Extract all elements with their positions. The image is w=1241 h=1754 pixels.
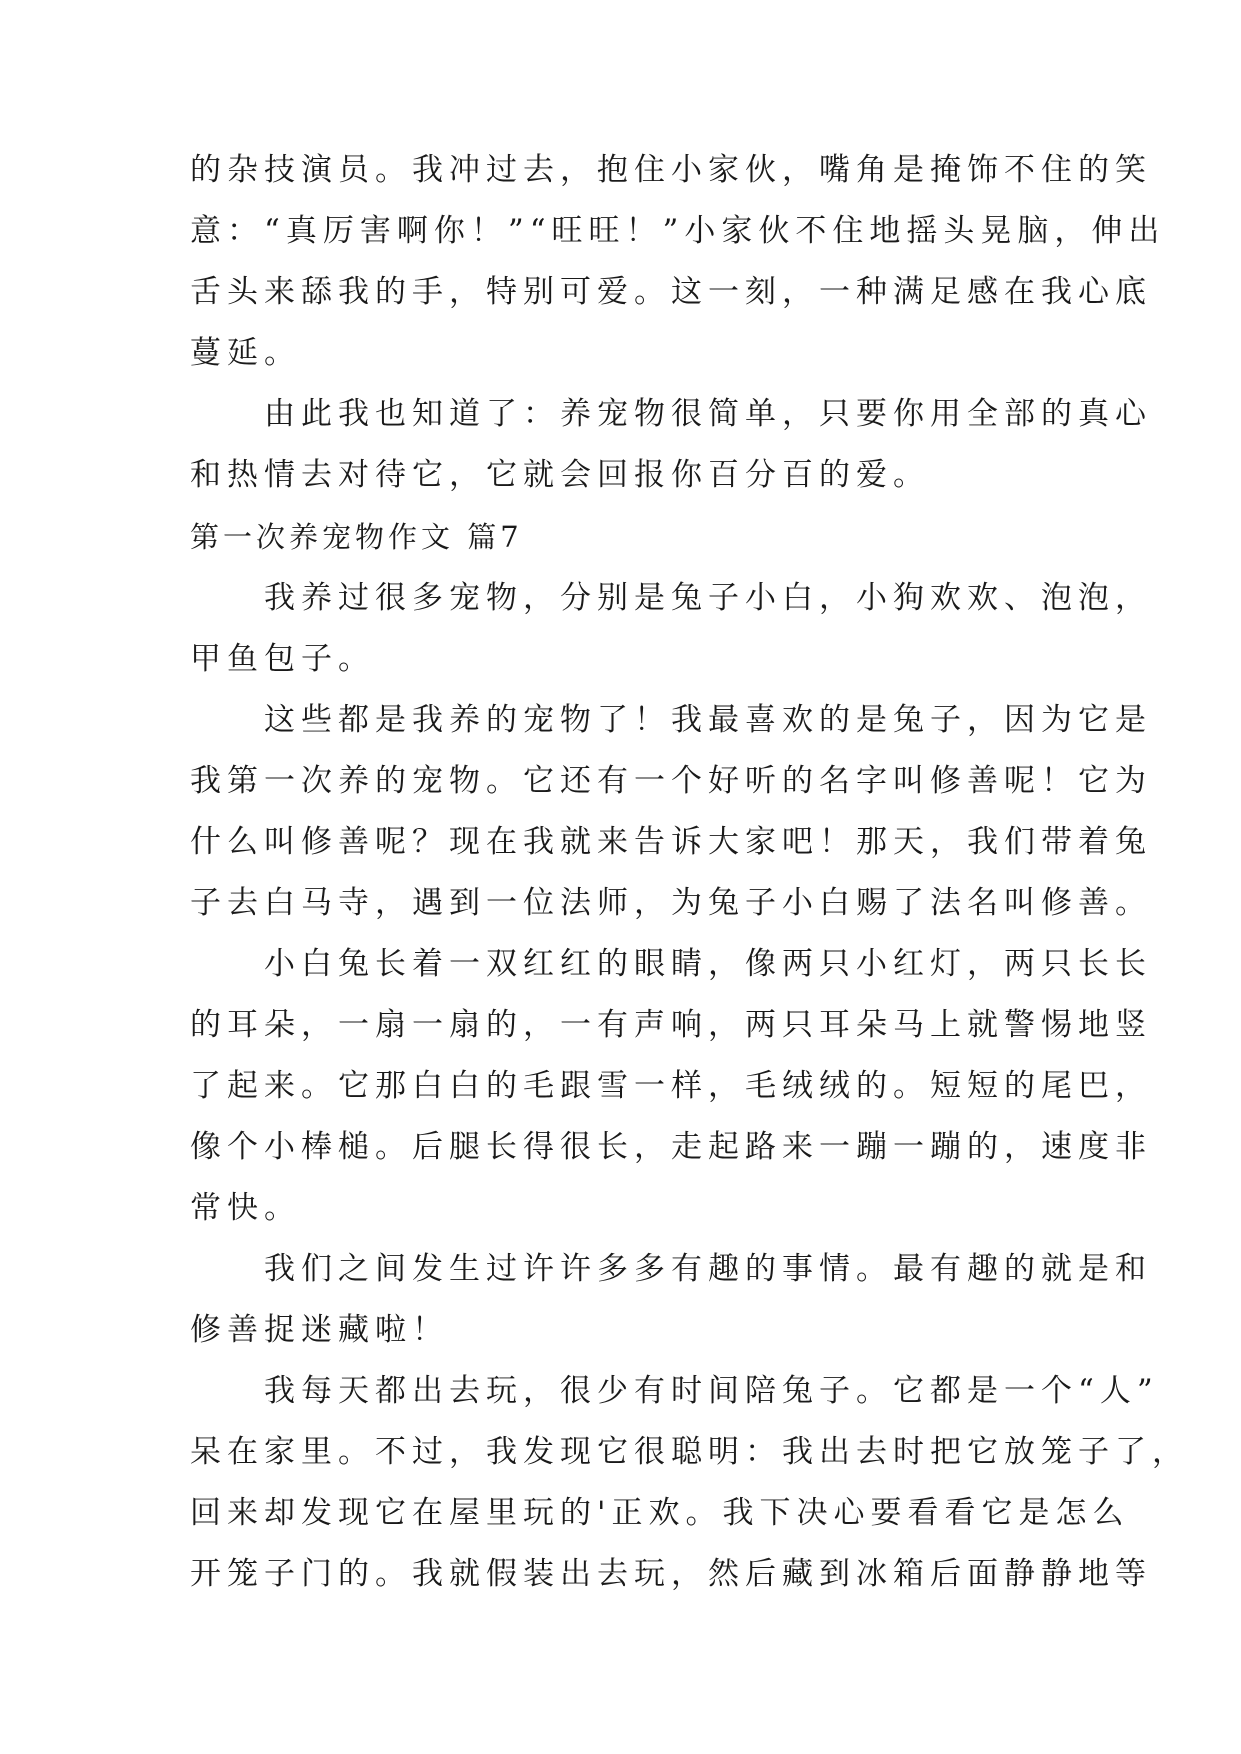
text-line: 由此我也知道了：养宠物很简单，只要你用全部的真心 — [190, 396, 1152, 432]
text-line: 意：“真厉害啊你！”“旺旺！”小家伙不住地摇头晃脑，伸出 — [190, 213, 1166, 249]
text-line: 的耳朵，一扇一扇的，一有声响，两只耳朵马上就警惕地竖 — [190, 1007, 1152, 1043]
text-line: 修善捉迷藏啦！ — [190, 1312, 449, 1348]
paragraphs-before — [190, 140, 1166, 506]
text-line: 我每天都出去玩，很少有时间陪兔子。它都是一个“人” — [190, 1373, 1159, 1409]
text-line: 我们之间发生过许许多多有趣的事情。最有趣的就是和 — [190, 1251, 1152, 1287]
text-line: 子去白马寺，遇到一位法师，为兔子小白赐了法名叫修善。 — [190, 885, 1152, 921]
text-line: 我养过很多宠物，分别是兔子小白，小狗欢欢、泡泡， — [190, 580, 1152, 616]
text-line: 舌头来舔我的手，特别可爱。这一刻，一种满足感在我心底 — [190, 274, 1152, 310]
text-line: 回来却发现它在屋里玩的'正欢。我下决心要看看它是怎么 — [190, 1495, 1130, 1531]
text-line: 甲鱼包子。 — [190, 641, 375, 677]
text-line: 和热情去对待它，它就会回报你百分百的爱。 — [190, 457, 930, 493]
text-line: 常快。 — [190, 1190, 301, 1226]
text-line: 什么叫修善呢？现在我就来告诉大家吧！那天，我们带着兔 — [190, 824, 1152, 860]
text-line: 蔓延。 — [190, 335, 301, 371]
text-line: 的杂技演员。我冲过去，抱住小家伙，嘴角是掩饰不住的笑 — [190, 152, 1152, 188]
section-heading: 第一次养宠物作文 篇7 — [190, 520, 523, 554]
text-line: 像个小棒槌。后腿长得很长，走起路来一蹦一蹦的，速度非 — [190, 1129, 1152, 1165]
document-body — [190, 140, 1189, 1605]
paragraphs-after — [190, 568, 1189, 1605]
text-line: 开笼子门的。我就假装出去玩，然后藏到冰箱后面静静地等 — [190, 1556, 1152, 1592]
text-line: 呆在家里。不过，我发现它很聪明：我出去时把它放笼子了， — [190, 1434, 1189, 1470]
text-line: 这些都是我养的宠物了！我最喜欢的是兔子，因为它是 — [190, 702, 1152, 738]
text-line: 小白兔长着一双红红的眼睛，像两只小红灯，两只长长 — [190, 946, 1152, 982]
text-line: 了起来。它那白白的毛跟雪一样，毛绒绒的。短短的尾巴， — [190, 1068, 1152, 1104]
text-line: 我第一次养的宠物。它还有一个好听的名字叫修善呢！它为 — [190, 763, 1152, 799]
